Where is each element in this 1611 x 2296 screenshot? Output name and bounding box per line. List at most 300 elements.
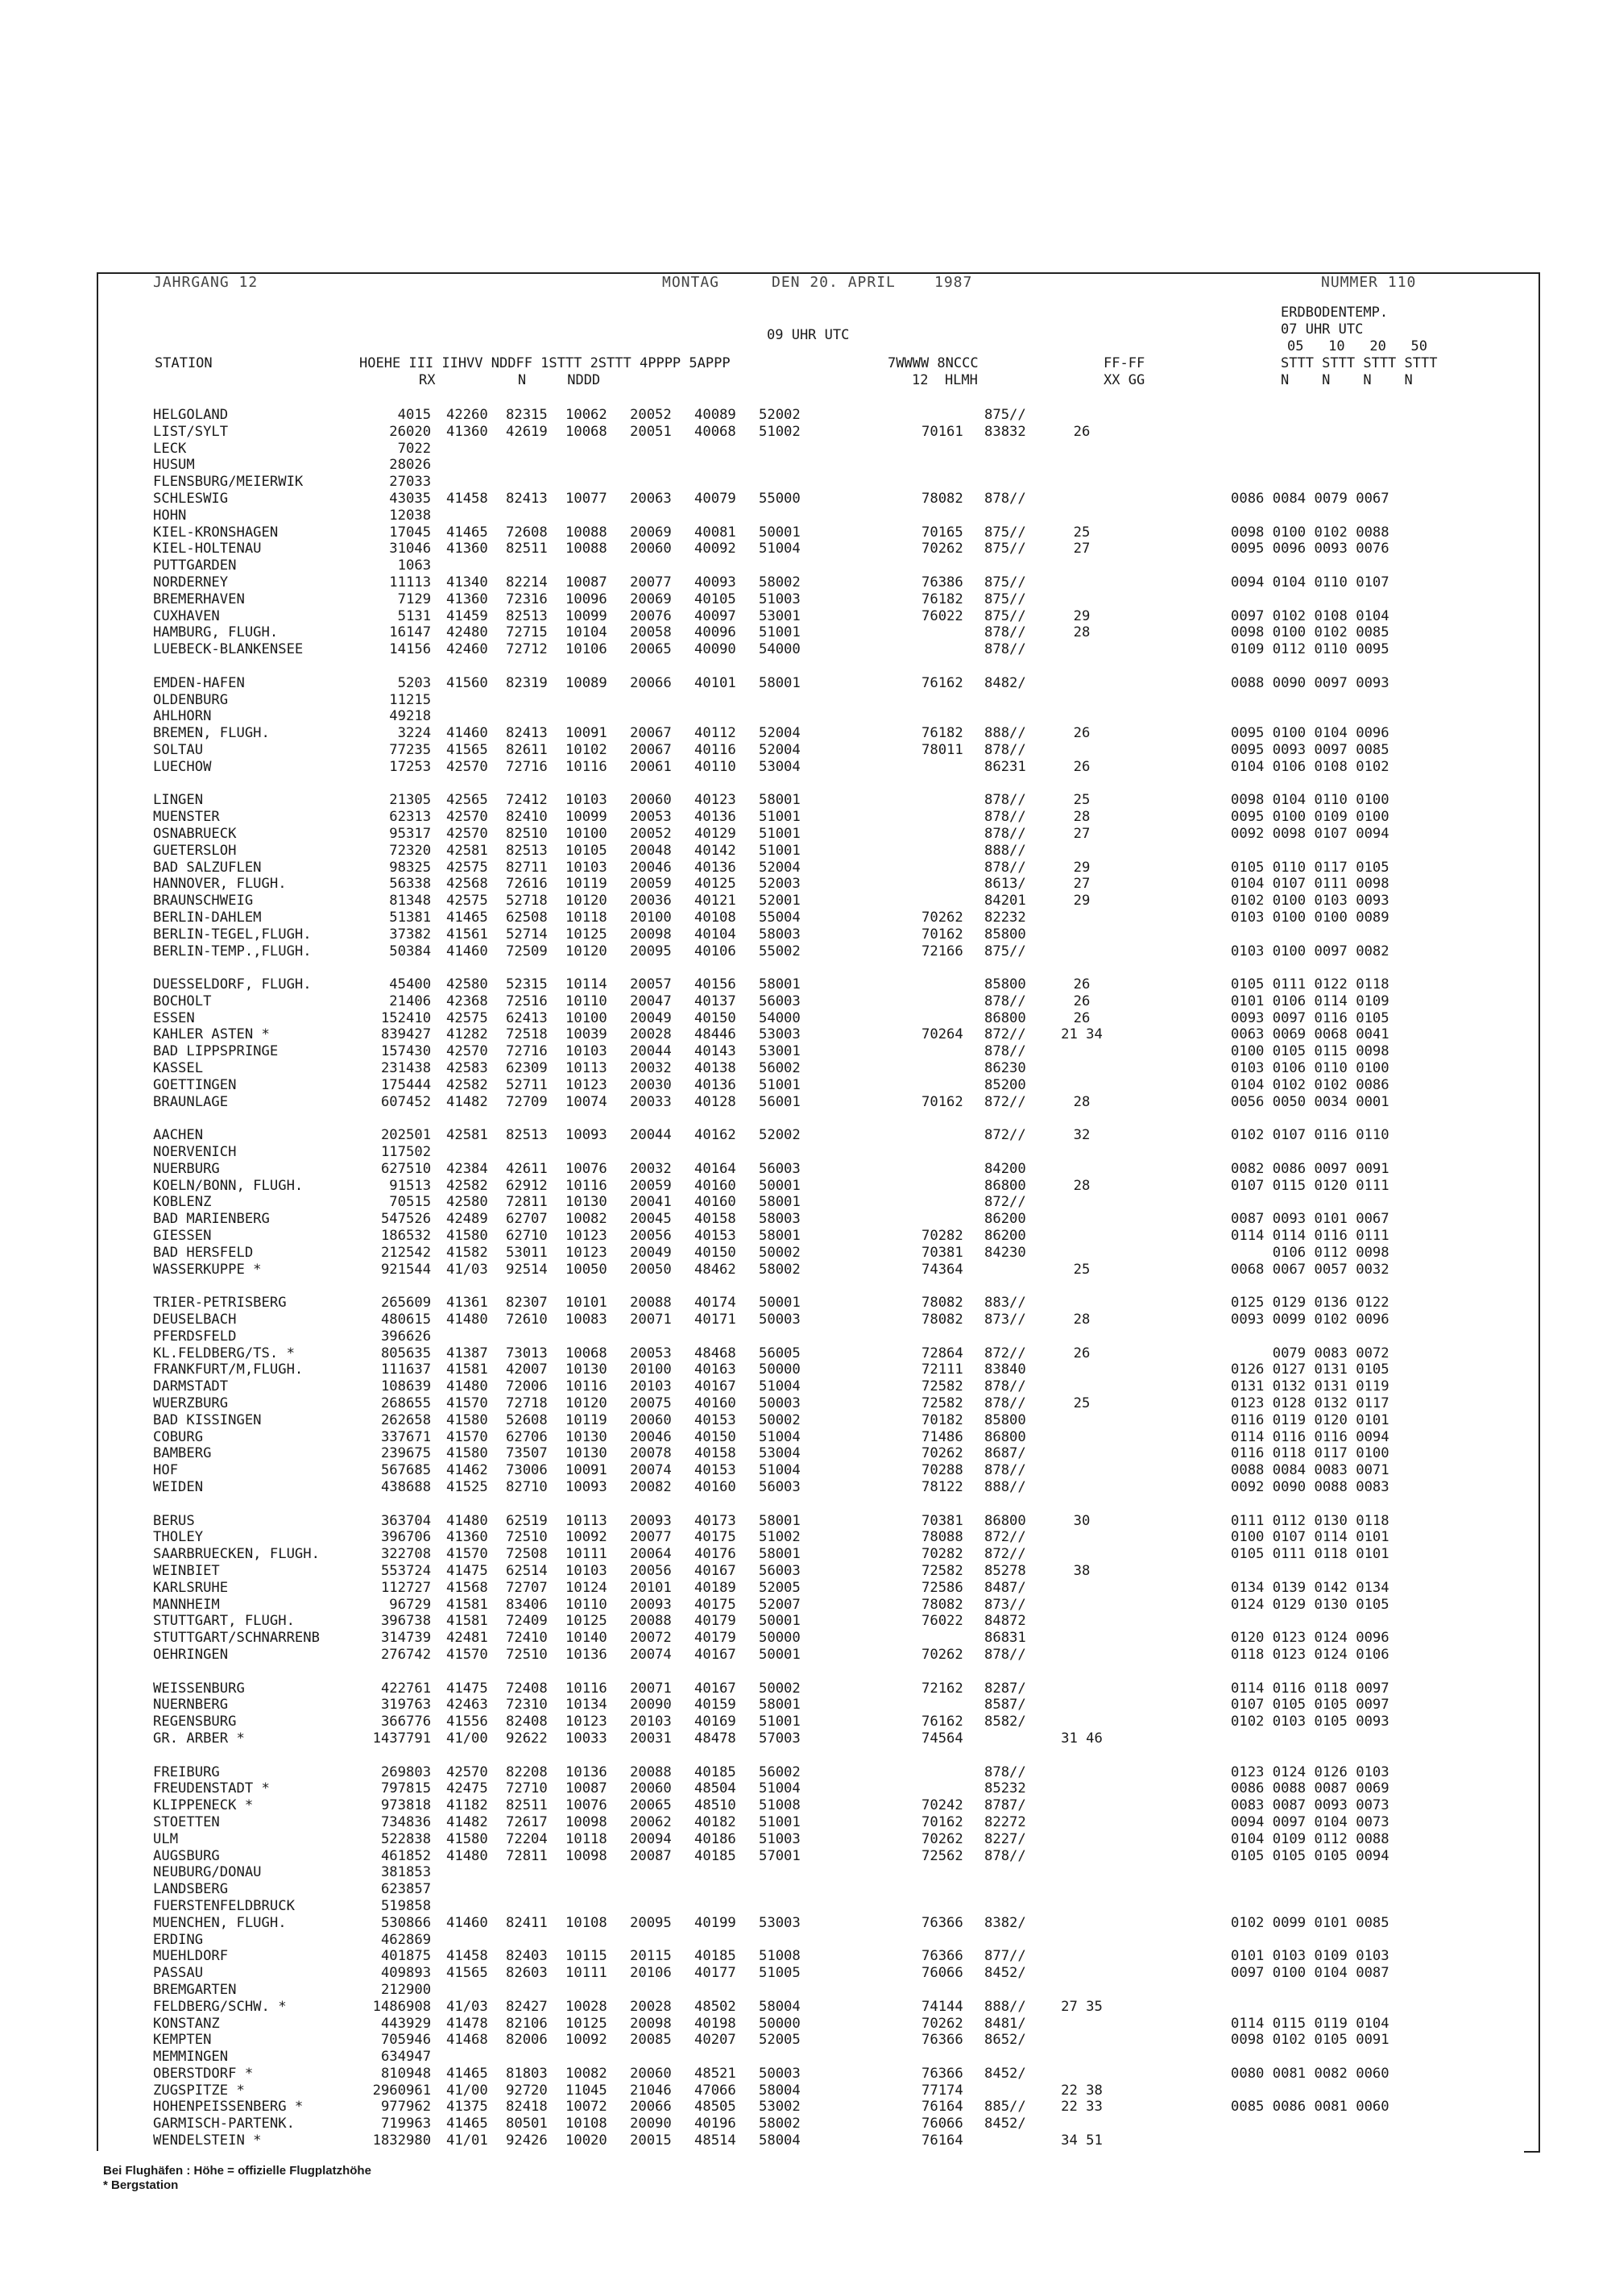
cell: 320 [406, 842, 432, 859]
cell: 48514 [694, 2132, 736, 2149]
cell: 40162 [694, 1127, 736, 1144]
cell: 56001 [759, 1093, 801, 1110]
cell: 147 [406, 624, 432, 641]
cell: 56003 [759, 993, 801, 1009]
cell: 72510 [506, 1529, 548, 1546]
cell: 42384 [446, 1160, 488, 1177]
cell: 51005 [759, 1965, 801, 1982]
cell: 10028 [565, 1998, 607, 2015]
cell [1231, 708, 1389, 725]
cell [1054, 1546, 1110, 1563]
cell: 627 [380, 1160, 406, 1177]
cell: 41360 [446, 541, 488, 557]
cell: 852 [406, 1847, 432, 1864]
cell: 49 [389, 708, 406, 725]
table-row [153, 826, 1389, 843]
cell: 396 [380, 1613, 406, 1630]
cell: 92514 [506, 1261, 548, 1278]
cell: 888// [984, 842, 1026, 859]
cell [1231, 1730, 1389, 1747]
station-name: THOLEY [153, 1529, 204, 1546]
cell: 40129 [694, 825, 736, 842]
table-row [153, 1144, 1389, 1161]
cell [984, 1144, 1054, 1161]
cell: 20056 [630, 1228, 672, 1245]
cell: 10115 [565, 1948, 607, 1965]
cell: 878// [984, 1395, 1026, 1412]
table-row [153, 2099, 1389, 2116]
cell: 51001 [759, 825, 801, 842]
cell: 86200 [984, 1228, 1026, 1245]
cell: 70162 [921, 1093, 963, 1110]
cell: 41570 [446, 1428, 488, 1445]
cell: 20036 [630, 893, 672, 910]
cell: 51003 [759, 591, 801, 607]
cell [759, 692, 875, 709]
cell: 8382/ [984, 1914, 1026, 1931]
cell: 96 [389, 1596, 406, 1613]
cell [1054, 926, 1110, 943]
station-name: PASSAU [153, 1965, 204, 1982]
cell: 688 [406, 1479, 432, 1495]
cell: 62707 [506, 1211, 548, 1228]
cell: 70165 [921, 524, 963, 541]
cell: 8287/ [984, 1680, 1026, 1697]
cell [694, 457, 759, 474]
cell: 40125 [694, 876, 736, 893]
cell: 72408 [506, 1680, 548, 1697]
cell: 0088 0090 0097 0093 [1231, 674, 1389, 691]
cell: 52001 [759, 893, 801, 910]
table-row [153, 675, 1389, 692]
cell: 58003 [759, 926, 801, 943]
station-name: MEMMINGEN [153, 2049, 229, 2066]
cell: 0118 0123 0124 0106 [1231, 1646, 1389, 1663]
table-row [153, 1228, 1389, 1245]
cell [921, 1328, 984, 1345]
cell: 10136 [565, 1763, 607, 1780]
cell [630, 692, 694, 709]
cell: 0107 0115 0120 0111 [1231, 1177, 1389, 1194]
cell: 82208 [506, 1763, 548, 1780]
cell [1054, 1161, 1110, 1178]
cell: 40196 [694, 2116, 736, 2132]
cell: 82410 [506, 809, 548, 826]
cell: 615 [406, 1312, 432, 1328]
cell: 10082 [565, 2065, 607, 2082]
cell [984, 1262, 1054, 1279]
cell: 40136 [694, 809, 736, 826]
cell: 7 [397, 591, 406, 607]
cell: 41282 [446, 1026, 488, 1043]
cell: 27 [1073, 876, 1091, 893]
station-name: PFERDSFELD [153, 1328, 237, 1345]
cell: 268 [380, 1395, 406, 1412]
cell: 0098 0100 0102 0085 [1231, 624, 1389, 641]
cell [1054, 1479, 1110, 1496]
cell [1054, 641, 1110, 658]
table-row [153, 943, 1389, 960]
table-row [153, 1479, 1389, 1496]
cell: 045 [406, 524, 432, 541]
cell: 73013 [506, 1345, 548, 1361]
cell: 547 [380, 1211, 406, 1228]
cell: 878// [984, 1646, 1026, 1663]
station-name: BAD KISSINGEN [153, 1411, 262, 1428]
cell: 381 [406, 909, 432, 926]
cell: 10113 [565, 1512, 607, 1529]
cell: 0105 0111 0122 0118 [1231, 976, 1389, 993]
group-spacer [153, 1278, 1389, 1295]
cell [921, 1780, 984, 1797]
cell: 70282 [921, 1228, 963, 1245]
cell: 40093 [694, 574, 736, 591]
cell [694, 1864, 759, 1881]
cell: 26 [1073, 758, 1091, 775]
cell: 34 51 [1061, 2132, 1103, 2149]
cell [921, 993, 984, 1010]
table-row [153, 1730, 1389, 1747]
cell: 0085 0086 0081 0060 [1231, 2099, 1389, 2116]
cell: 12 [389, 507, 406, 524]
station-name: ERDING [153, 1931, 204, 1948]
cell: 72316 [506, 591, 548, 607]
cell: 858 [406, 1897, 432, 1914]
cell: 41580 [446, 1228, 488, 1245]
cell: 40138 [694, 1060, 736, 1077]
table-row [153, 1412, 1389, 1429]
cell: 152 [380, 1009, 406, 1026]
cell [921, 474, 984, 491]
cell [1054, 2016, 1110, 2033]
cell: 1 [397, 557, 406, 574]
cell: 82232 [984, 909, 1026, 926]
cell [1054, 441, 1110, 458]
cell: 42480 [446, 624, 488, 641]
cell: 10102 [565, 741, 607, 758]
cell [446, 1864, 506, 1881]
cell: 76366 [921, 2032, 963, 2049]
cell: 70262 [921, 1646, 963, 1663]
cell: 76022 [921, 607, 963, 624]
cell: 42260 [446, 407, 488, 423]
cell [1231, 1999, 1389, 2016]
cell: 41561 [446, 926, 488, 943]
cell: 84200 [984, 1160, 1026, 1177]
cell: 962 [406, 2099, 432, 2116]
cell: 51002 [759, 423, 801, 440]
cell: 53004 [759, 758, 801, 775]
cell: 41182 [446, 1797, 488, 1814]
cell: 10123 [565, 1714, 607, 1730]
weekday-label: MONTAG [662, 274, 720, 291]
cell: 519 [380, 1897, 406, 1914]
cell [921, 1077, 984, 1094]
table-row [153, 860, 1389, 877]
cell: 10104 [565, 624, 607, 641]
cell [921, 1010, 984, 1027]
cell: 20115 [630, 1948, 672, 1965]
cell: 878// [984, 741, 1026, 758]
cell [759, 1932, 875, 1949]
cell: 724 [406, 1562, 432, 1579]
cell: 52004 [759, 859, 801, 876]
cell: 58001 [759, 1546, 801, 1563]
cell: 82315 [506, 407, 548, 423]
volume-label: JAHRGANG 12 [153, 274, 259, 291]
station-name: LANDSBERG [153, 1881, 229, 1898]
cell [1054, 1529, 1110, 1546]
cell: 212 [380, 1981, 406, 1998]
cell: 82710 [506, 1479, 548, 1495]
cell: 58002 [759, 2116, 801, 2132]
station-name: OSNABRUECK [153, 825, 237, 842]
cell: 20032 [630, 1060, 672, 1077]
cell [759, 1982, 875, 1999]
cell [759, 1864, 875, 1881]
cell [694, 508, 759, 524]
cell: 74364 [921, 1261, 963, 1278]
cell: 20071 [630, 1680, 672, 1697]
cell: 77174 [921, 2082, 963, 2099]
cell [565, 1144, 630, 1161]
cell: 42582 [446, 1177, 488, 1194]
cell: 40199 [694, 1914, 736, 1931]
cell [1231, 2049, 1389, 2066]
cell: 0134 0139 0142 0134 [1231, 1579, 1389, 1596]
soil-temp-title: ERDBODENTEMP. [1281, 305, 1389, 321]
cell: 836 [406, 1813, 432, 1830]
cell: 58004 [759, 2082, 801, 2099]
cell: 22 38 [1061, 2082, 1103, 2099]
cell: 77 [389, 741, 406, 758]
cell [1054, 2116, 1110, 2132]
cell: 40092 [694, 541, 736, 557]
cell: 322 [380, 1546, 406, 1563]
cell: 175 [380, 1076, 406, 1093]
cell: 0095 0100 0109 0100 [1231, 809, 1389, 826]
cell: 20045 [630, 1211, 672, 1228]
cell [446, 1144, 506, 1161]
table-row [153, 1647, 1389, 1664]
cell: 82106 [506, 2015, 548, 2032]
cell: 78122 [921, 1479, 963, 1495]
cell [1231, 591, 1389, 608]
cell: 0098 0100 0102 0088 [1231, 524, 1389, 541]
cell: 117 [380, 1144, 406, 1161]
cell: 452 [406, 1093, 432, 1110]
station-name: SAARBRUECKEN, FLUGH. [153, 1546, 320, 1563]
cell: 41570 [446, 1546, 488, 1563]
cell: 20093 [630, 1596, 672, 1613]
cell: 10111 [565, 1965, 607, 1982]
cell: 72518 [506, 1026, 548, 1043]
cell: 20088 [630, 1763, 672, 1780]
cell: 888// [984, 725, 1026, 742]
cell [565, 1328, 630, 1345]
cell: 363 [380, 1512, 406, 1529]
cell: 10068 [565, 423, 607, 440]
cell: 42489 [446, 1211, 488, 1228]
cell: 878// [984, 1763, 1026, 1780]
station-name: FELDBERG/SCHW. * [153, 1998, 287, 2015]
cell: 10124 [565, 1579, 607, 1596]
cell: 544 [406, 1261, 432, 1278]
cell: 41565 [446, 741, 488, 758]
cell [1054, 1429, 1110, 1446]
cell [565, 1982, 630, 1999]
cell: 72811 [506, 1847, 548, 1864]
cell: 10103 [565, 859, 607, 876]
cell [1054, 1228, 1110, 1245]
cell: 58002 [759, 574, 801, 591]
cell: 51008 [759, 1948, 801, 1965]
cell [506, 1881, 565, 1898]
table-row [153, 1681, 1389, 1697]
cell: 98 [389, 859, 406, 876]
cell: 20076 [630, 607, 672, 624]
cell: 51001 [759, 1813, 801, 1830]
cell: 10039 [565, 1026, 607, 1043]
soil-header-line1: STTT STTT STTT STTT [1281, 355, 1438, 371]
cell: 58001 [759, 1697, 801, 1714]
cell: 31 46 [1061, 1730, 1103, 1747]
table-row [153, 1211, 1389, 1228]
station-name: WEINBIET [153, 1562, 220, 1579]
table-row [153, 1948, 1389, 1965]
cell: 50001 [759, 1646, 801, 1663]
cell: 25 [1073, 524, 1091, 541]
table-row [153, 1580, 1389, 1597]
cell: 76022 [921, 1613, 963, 1630]
cell: 542 [406, 1244, 432, 1261]
cell [921, 1060, 984, 1077]
cell: 10130 [565, 1445, 607, 1462]
table-row [153, 1262, 1389, 1279]
cell: 40160 [694, 1479, 736, 1495]
table-row [153, 2066, 1389, 2083]
cell [921, 1898, 984, 1915]
cell: 53002 [759, 2099, 801, 2116]
station-name: BOCHOLT [153, 993, 212, 1009]
cell: 72712 [506, 641, 548, 658]
cell [1231, 1898, 1389, 1915]
cell: 82427 [506, 1998, 548, 2015]
cell: 72006 [506, 1378, 548, 1395]
cell: 82403 [506, 1948, 548, 1965]
cell: 803 [406, 1763, 432, 1780]
station-name: LECK [153, 440, 187, 457]
cell: 0116 0119 0120 0101 [1231, 1411, 1389, 1428]
cell: 0104 0107 0111 0098 [1231, 876, 1389, 893]
cell: 20044 [630, 1043, 672, 1060]
cell: 1486 [372, 1998, 406, 2015]
group-spacer [153, 658, 1389, 675]
cell: 20060 [630, 541, 672, 557]
cell: 21 34 [1061, 1026, 1103, 1043]
cell: 83406 [506, 1596, 548, 1613]
cell: 29 [1073, 607, 1091, 624]
station-name: KIEL-HOLTENAU [153, 541, 262, 557]
cell [1054, 591, 1110, 608]
cell: 10125 [565, 2015, 607, 2032]
cell: 0104 0109 0112 0088 [1231, 1830, 1389, 1847]
cell [921, 624, 984, 641]
cell: 38 [1073, 1562, 1091, 1579]
cell: 40164 [694, 1160, 736, 1177]
cell: 0107 0105 0105 0097 [1231, 1697, 1389, 1714]
cell: 42463 [446, 1697, 488, 1714]
cell: 82611 [506, 741, 548, 758]
table-row [153, 2132, 1389, 2149]
cell: 3 [397, 725, 406, 742]
cell: 0093 0099 0102 0096 [1231, 1312, 1389, 1328]
cell [694, 557, 759, 574]
cell: 607 [380, 1093, 406, 1110]
cell [921, 1211, 984, 1228]
cell: 58004 [759, 1998, 801, 2015]
table-row [153, 1630, 1389, 1647]
cell: 10100 [565, 1009, 607, 1026]
station-name: KAHLER ASTEN * [153, 1026, 270, 1043]
cell: 510 [406, 1160, 432, 1177]
cell [1054, 491, 1110, 508]
cell: 58001 [759, 976, 801, 993]
cell: 81 [389, 893, 406, 910]
cell [565, 441, 630, 458]
cell: 41387 [446, 1345, 488, 1361]
cell: 26 [1073, 725, 1091, 742]
cell [921, 1127, 984, 1144]
cell: 20048 [630, 842, 672, 859]
cell: 70282 [921, 1546, 963, 1563]
station-name: GOETTINGEN [153, 1076, 237, 1093]
station-name: CUXHAVEN [153, 607, 220, 624]
cell: 27 [389, 474, 406, 491]
cell: 21 [389, 993, 406, 1009]
cell: 10103 [565, 1043, 607, 1060]
cell: 877// [984, 1948, 1026, 1965]
cell: 41570 [446, 1395, 488, 1412]
cell [1054, 1043, 1110, 1060]
cell: 81803 [506, 2065, 548, 2082]
cell: 20085 [630, 2032, 672, 2049]
cell: 76182 [921, 591, 963, 607]
cell: 40167 [694, 1378, 736, 1395]
cell: 76366 [921, 1914, 963, 1931]
cell: 55000 [759, 490, 801, 507]
cell: 839 [380, 1026, 406, 1043]
cell [694, 441, 759, 458]
cell [921, 809, 984, 826]
cell: 0124 0129 0130 0105 [1231, 1596, 1389, 1613]
cell: 873// [984, 1596, 1026, 1613]
cell: 396 [380, 1328, 406, 1345]
cell: 20103 [630, 1714, 672, 1730]
cell [1231, 424, 1389, 441]
cell [506, 1144, 565, 1161]
cell: 427 [406, 1026, 432, 1043]
table-row [153, 1613, 1389, 1630]
cell: 86800 [984, 1177, 1026, 1194]
cell: 10125 [565, 1613, 607, 1630]
cell: 872// [984, 1194, 1026, 1211]
cell: 83832 [984, 423, 1026, 440]
cell: 51001 [759, 1076, 801, 1093]
cell: 878// [984, 1847, 1026, 1864]
cell: 878// [984, 825, 1026, 842]
cell: 29 [1073, 893, 1091, 910]
